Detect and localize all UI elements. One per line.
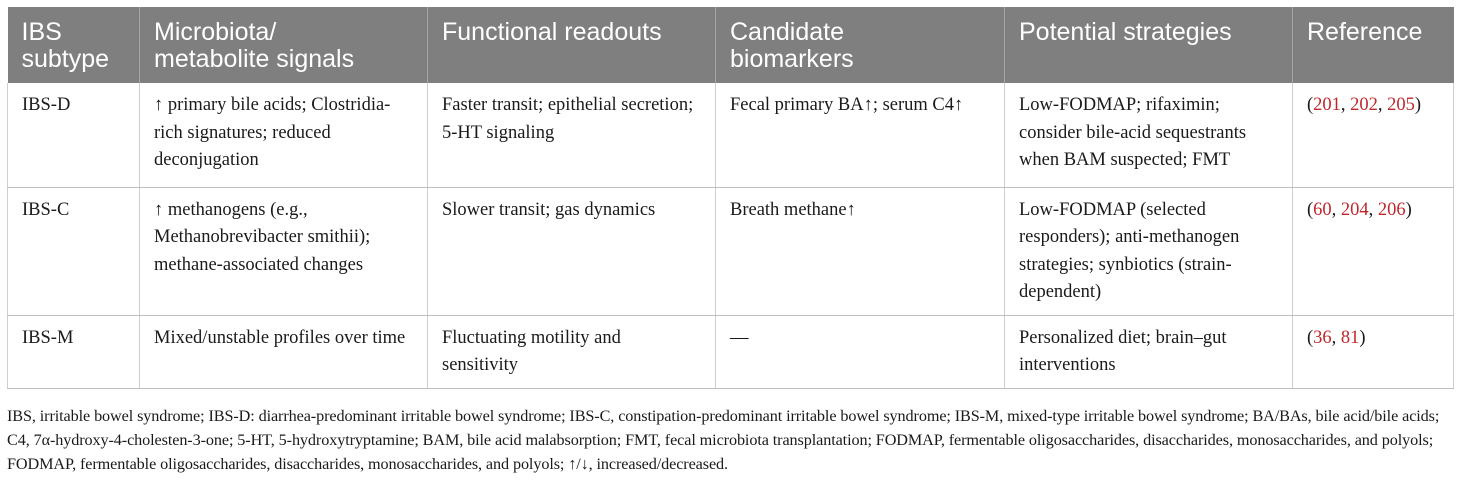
cell-signals: ↑ methanogens (e.g., Methanobrevibacter smithii); methane-associated changes xyxy=(140,187,428,315)
cell-subtype: IBS-D xyxy=(8,83,140,187)
cell-readouts: Slower transit; gas dynamics xyxy=(428,187,716,315)
cell-biomarkers: — xyxy=(716,315,1005,388)
reference-link[interactable]: 205 xyxy=(1387,95,1415,115)
cell-reference: (201, 202, 205) xyxy=(1293,83,1454,187)
table-row xyxy=(8,187,1454,315)
header-functional-readouts: Functional readouts xyxy=(428,7,716,83)
reference-link[interactable]: 36 xyxy=(1313,327,1332,348)
header-reference: Reference xyxy=(1293,7,1454,83)
reference-link[interactable]: 206 xyxy=(1377,199,1406,220)
cell-biomarkers: Fecal primary BA↑; serum C4↑ xyxy=(716,83,1005,187)
cell-strategies: Personalized diet; brain–gut interventions xyxy=(1005,315,1293,388)
reference-link[interactable]: 81 xyxy=(1340,327,1360,348)
cell-reference: (36, 81) xyxy=(1293,315,1454,388)
cell-reference: (60, 204, 206) xyxy=(1293,187,1454,315)
table-row xyxy=(8,315,1454,388)
cell-strategies: Low-FODMAP (selected responders); anti-methanogen strategies; synbiotics (strain-dependent) xyxy=(1005,187,1293,315)
data-table xyxy=(7,7,1454,389)
reference-link[interactable]: 202 xyxy=(1350,95,1378,115)
cell-strategies: Low-FODMAP; rifaximin; consider bile-acid sequestrants when BAM suspected; FMT xyxy=(1005,83,1293,187)
ibs-subtype-table xyxy=(7,7,1453,389)
cell-signals: ↑ primary bile acids; Clostridia-rich signatures; reduced deconjugation xyxy=(140,83,428,187)
cell-signals: Mixed/unstable profiles over time xyxy=(140,315,428,388)
reference-link[interactable]: 60 xyxy=(1313,199,1332,220)
cell-readouts: Faster transit; epithelial secretion; 5-HT signaling xyxy=(428,83,716,187)
reference-link[interactable]: 204 xyxy=(1340,199,1369,220)
table-row xyxy=(8,83,1454,187)
header-microbiota-signals: Microbiota/ metabolite signals xyxy=(140,7,428,83)
cell-readouts: Fluctuating motility and sensitivity xyxy=(428,315,716,388)
reference-link[interactable]: 201 xyxy=(1313,95,1341,115)
table-footnote: IBS, irritable bowel syndrome; IBS-D: diarrhea-predominant irritable bowel syndrome; IBS-C, constipation-predominant irritable bowel syndrome; IBS-M, mixed-type irritable bowel syndrome; BA/BAs, bile acid/bile acids; C4, 7α-hydroxy-4-cholesten-3-one; 5-HT, 5-hydroxytryptamine; BAM, bile acid malabsorption; FMT, fecal microbiota transplantation; FODMAP, fermentable oligosaccharides, disaccharides, monosaccharides, and polyols; FODMAP, fermentable oligosaccharides, disaccharides, monosaccharides, and polyols; ↑/↓, increased/decreased. xyxy=(7,407,1440,473)
cell-subtype: IBS-M xyxy=(8,315,140,388)
cell-biomarkers: Breath methane↑ xyxy=(716,187,1005,315)
header-candidate-biomarkers: Candidate biomarkers xyxy=(716,7,1005,83)
header-ibs-subtype: IBS subtype xyxy=(8,7,140,83)
header-row xyxy=(8,7,1454,83)
cell-subtype: IBS-C xyxy=(8,187,140,315)
header-potential-strategies: Potential strategies xyxy=(1005,7,1293,83)
